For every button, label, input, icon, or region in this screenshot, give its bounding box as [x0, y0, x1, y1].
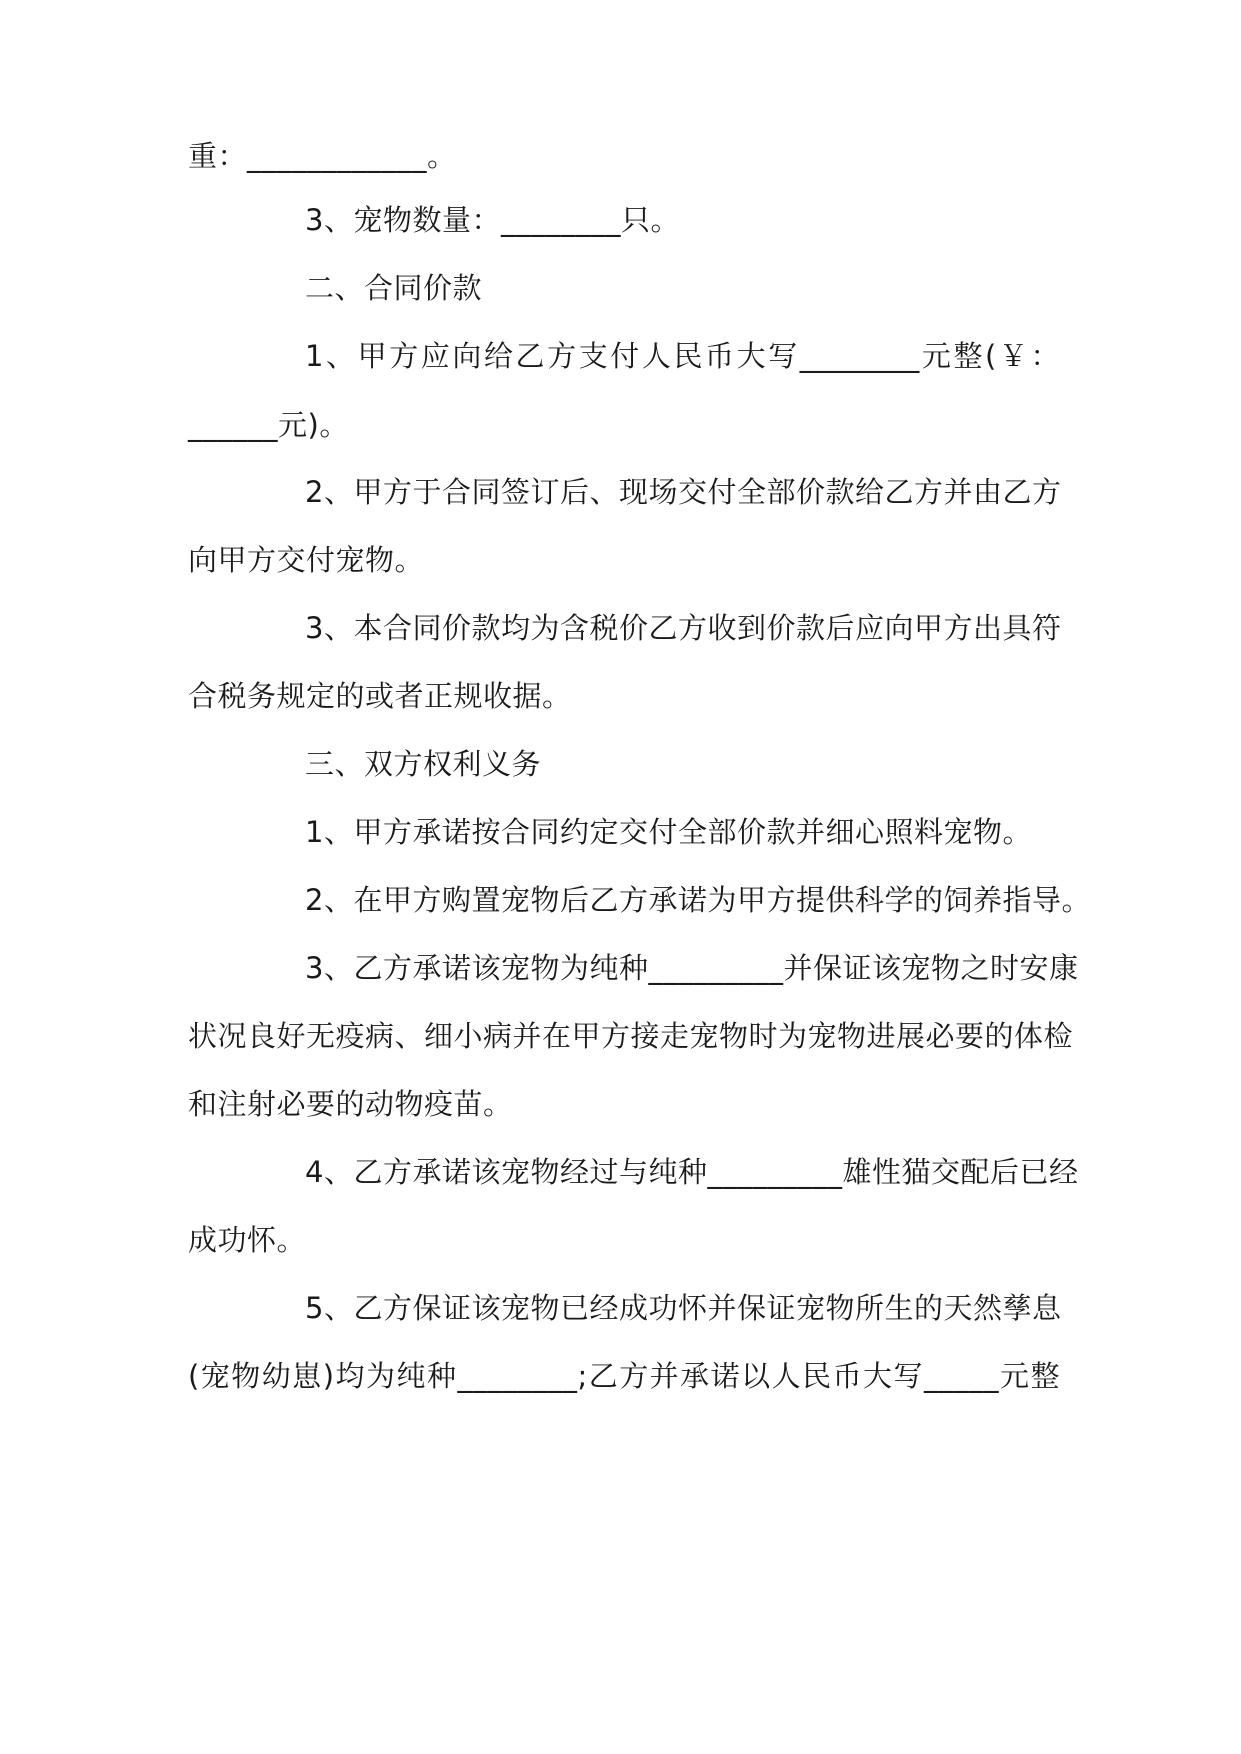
- text-line-rights-3: 3、乙方承诺该宠物为纯种_________并保证该宠物之时安康: [305, 951, 1079, 985]
- text-line-price-3: 3、本合同价款均为含税价乙方收到价款后应向甲方出具符: [305, 611, 1062, 645]
- text-line-rights-5: 5、乙方保证该宠物已经成功怀并保证宠物所生的天然孳息: [305, 1291, 1062, 1325]
- section-heading-rights: 三、双方权利义务: [305, 747, 542, 781]
- text-line-price-2: 2、甲方于合同签订后、现场交付全部价款给乙方并由乙方: [305, 475, 1062, 509]
- text-line-rights-2: 2、在甲方购置宠物后乙方承诺为甲方提供科学的饲养指导。: [305, 883, 1091, 917]
- section-heading-price: 二、合同价款: [305, 271, 483, 305]
- text-line-rights-1: 1、甲方承诺按合同约定交付全部价款并细心照料宠物。: [305, 815, 1032, 849]
- text-line-rights-4-cont: 成功怀。: [188, 1223, 307, 1257]
- text-line-pet-quantity: 3、宠物数量：________只。: [305, 203, 680, 237]
- text-line-price-1-cont: ______元)。: [188, 408, 349, 442]
- text-line-rights-5-cont: (宠物幼崽)均为纯种________;乙方并承诺以人民币大写_____元整: [188, 1359, 1060, 1393]
- text-line-rights-3-end: 和注射必要的动物疫苗。: [188, 1087, 513, 1121]
- text-line-weight: 重：____________。: [188, 139, 457, 173]
- text-line-rights-4: 4、乙方承诺该宠物经过与纯种_________雄性猫交配后已经: [305, 1155, 1079, 1189]
- text-line-price-3-cont: 合税务规定的或者正规收据。: [188, 679, 572, 713]
- text-line-price-1: 1、甲方应向给乙方支付人民币大写________元整(￥：: [305, 339, 1060, 373]
- text-line-rights-3-cont: 状况良好无疫病、细小病并在甲方接走宠物时为宠物进展必要的体检: [188, 1019, 1074, 1053]
- text-line-price-2-cont: 向甲方交付宠物。: [188, 543, 425, 577]
